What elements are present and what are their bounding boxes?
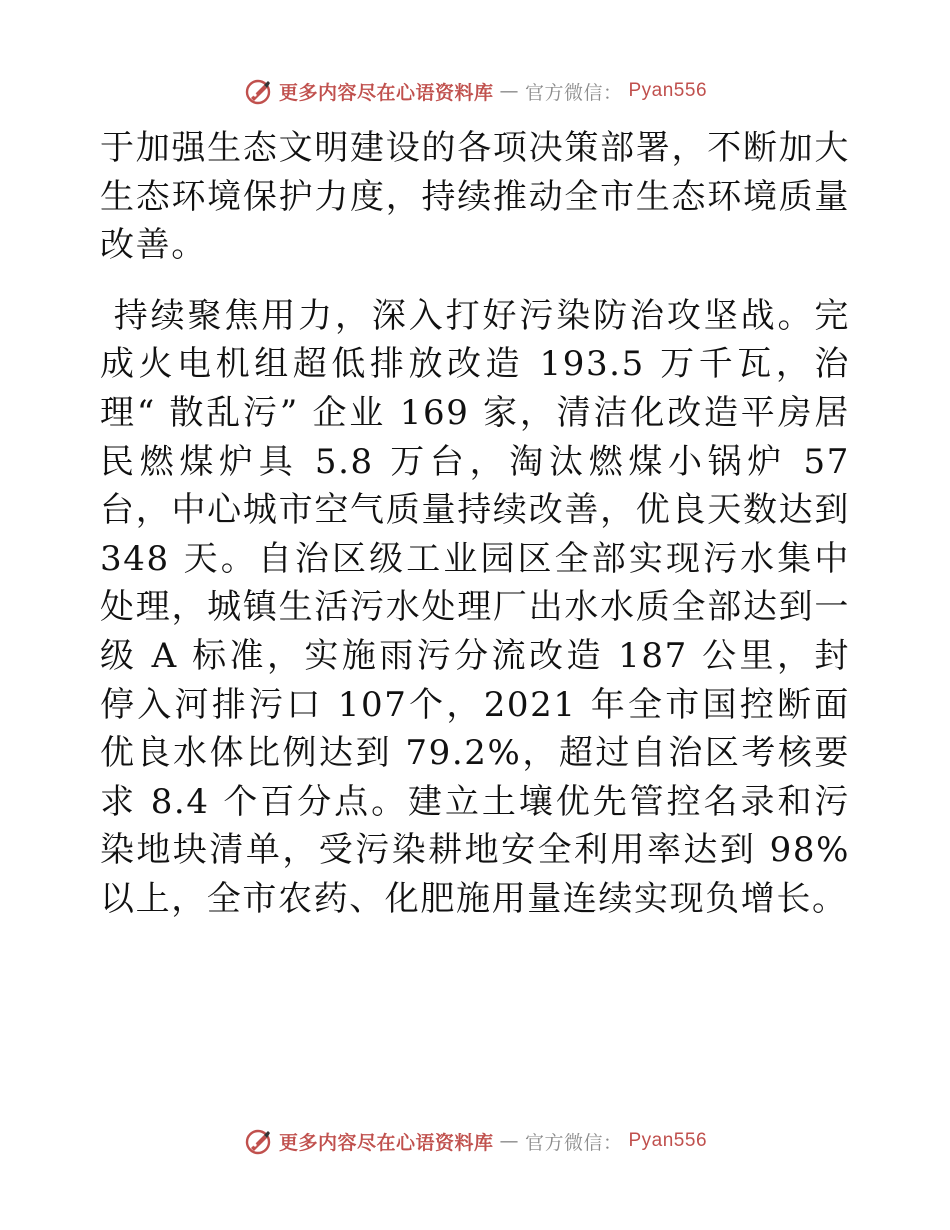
footer-watermark (0, 1124, 950, 1158)
watermark-separator: — (499, 1130, 519, 1152)
document-body (100, 124, 863, 924)
watermark-label: 官方微信： (524, 81, 623, 104)
header-watermark (0, 74, 950, 108)
watermark-separator: — (499, 80, 519, 102)
watermark-text: 更多内容尽在心语资料库 (278, 81, 494, 104)
watermark-label: 官方微信： (524, 1131, 623, 1154)
watermark-wechat-id: Pyan556 (628, 1130, 708, 1151)
pen-swirl-logo-icon (243, 76, 273, 106)
paragraph-1: 于加强生态文明建设的各项决策部署，不断加大生态环境保护力度，持续推动全市生态环境质量改善。 (100, 128, 850, 266)
paragraph-2: 持续聚焦用力，深入打好污染防治攻坚战。完成火电机组超低排放改造 193.5 万千瓦，治理“ 散乱污” 企业 169 家，清洁化改造平房居民燃煤炉具 5.8 万台，淘汰燃煤小锅炉 57 台，中心城市空气质量持续改善，优良天数达到 348 天。自治区级工业园区全部实现污水集中处理，城镇生活污水处理厂出水水质全部达到一级 A 标准，实施雨污分流改造 187 公里，封停入河排污口 107个，2021 年全市国控断面优良水体比例达到 79.2%，超过自治区考核要求 8.4 个百分点。建立土壤优先管控名录和污染地块清单，受污染耕地安全利用率达到 98%以上，全市农药、化肥施用量连续实现负增长。 (100, 295, 863, 919)
watermark-text: 更多内容尽在心语资料库 (278, 1131, 494, 1154)
pen-swirl-logo-icon (243, 1126, 273, 1156)
watermark-wechat-id: Pyan556 (628, 80, 708, 101)
